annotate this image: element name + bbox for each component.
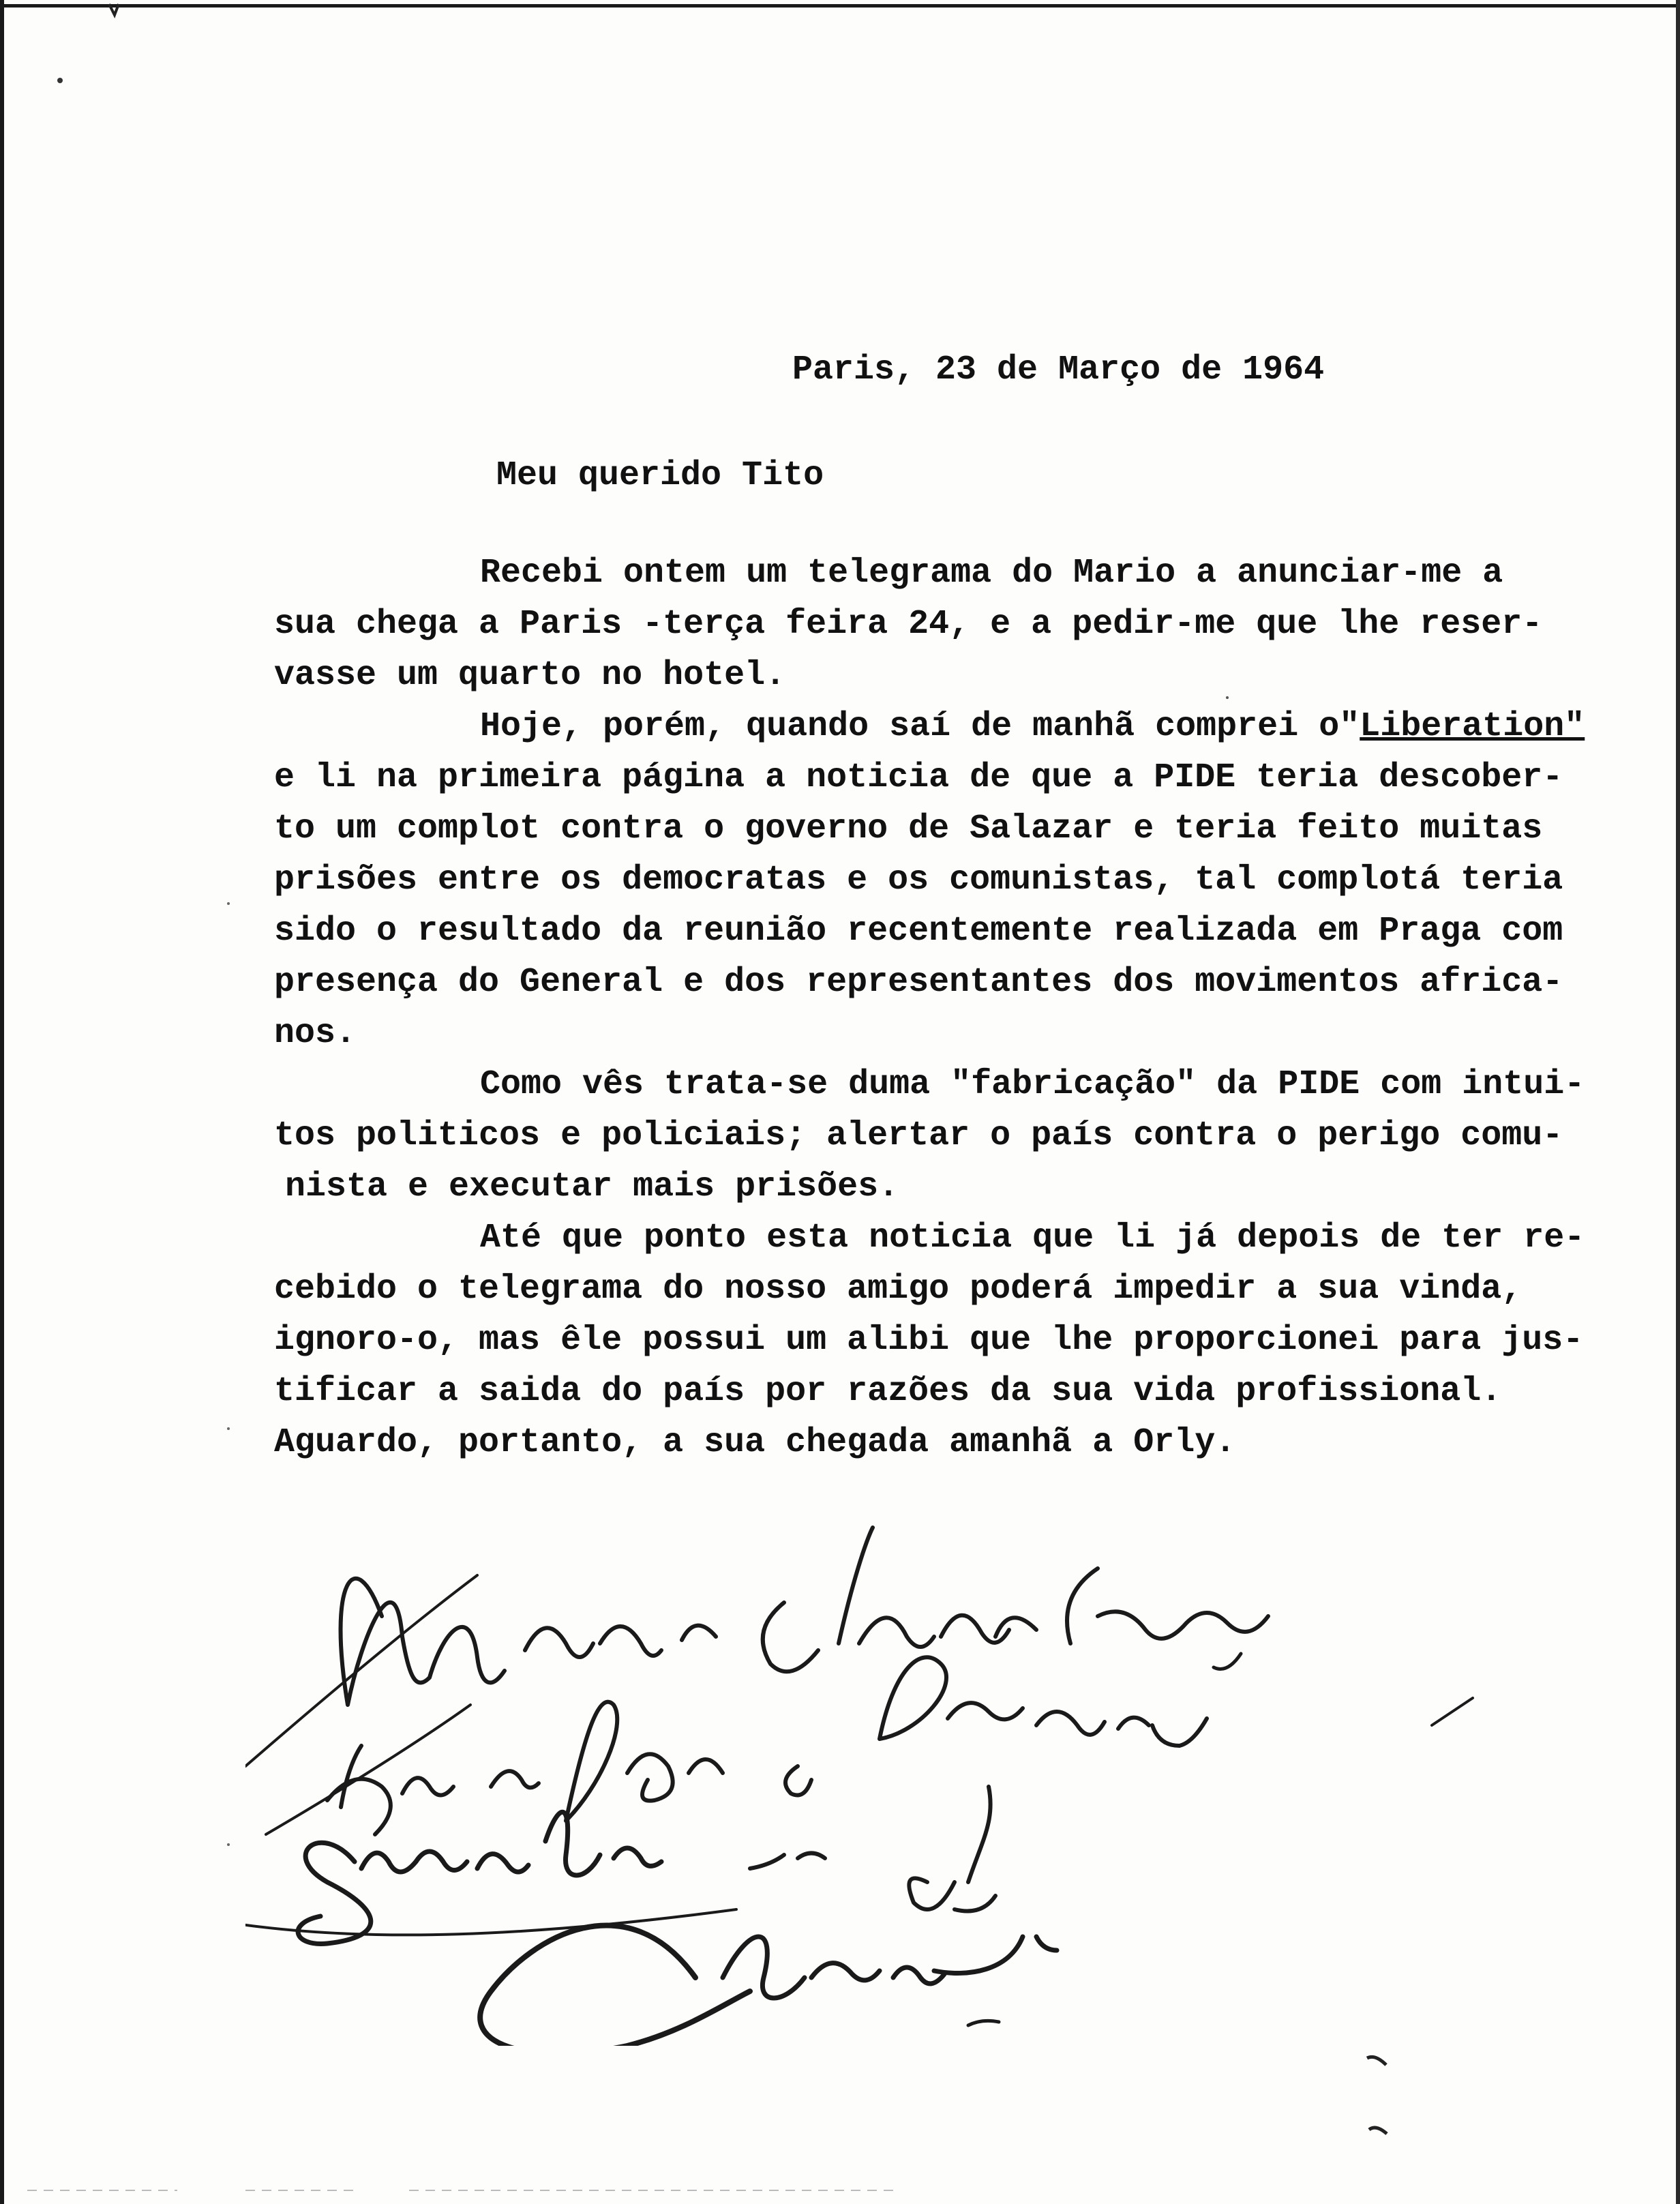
body-line: nista e executar mais prisões. <box>285 1167 899 1206</box>
body-line: tos politicos e policiais; alertar o país contra o perigo comu- <box>274 1116 1563 1155</box>
letter-body <box>274 548 1680 1516</box>
handwritten-signature <box>245 1500 1541 2046</box>
body-line: cebido o telegrama do nosso amigo poderá impedir a sua vinda, <box>274 1270 1522 1309</box>
body-line: vasse um quarto no hotel. <box>274 656 786 695</box>
body-line: ignoro-o, mas êle possui um alibi que lhe proporcionei para jus- <box>274 1321 1584 1360</box>
body-line: e li na primeira página a noticia de que a PIDE teria descober- <box>274 758 1563 797</box>
body-line: sido o resultado da reunião recentemente realizada em Praga com <box>274 912 1563 951</box>
body-line: Como vês trata-se duma "fabricação" da PIDE com intui- <box>480 1065 1585 1104</box>
body-line: sua chega a Paris -terça feira 24, e a pedir-me que lhe reser- <box>274 605 1543 644</box>
body-line: nos. <box>274 1014 357 1053</box>
underlined-newspaper-name: Liberation" <box>1360 707 1585 746</box>
body-line: tificar a saida do país por razões da sua vida profissional. <box>274 1372 1502 1411</box>
body-line: Até que ponto esta noticia que li já depois de ter re- <box>480 1219 1585 1257</box>
body-line: Recebi ontem um telegrama do Mario a anunciar-me a <box>480 554 1503 593</box>
signature-drawing <box>245 1500 1541 2046</box>
body-line-text: Hoje, porém, quando saí de manhã comprei o" <box>480 707 1360 746</box>
body-line: prisões entre os democratas e os comunistas, tal complotá teria <box>274 861 1563 899</box>
body-line: Aguardo, portanto, a sua chegada amanhã a Orly. <box>274 1423 1236 1462</box>
body-line <box>274 701 1680 752</box>
body-line: to um complot contra o governo de Salazar e teria feito muitas <box>274 809 1543 848</box>
body-line: presença do General e dos representantes dos movimentos africa- <box>274 963 1563 1002</box>
letter-date: Paris, 23 de Março de 1964 <box>792 351 1325 389</box>
letter-salutation: Meu querido Tito <box>496 456 824 495</box>
